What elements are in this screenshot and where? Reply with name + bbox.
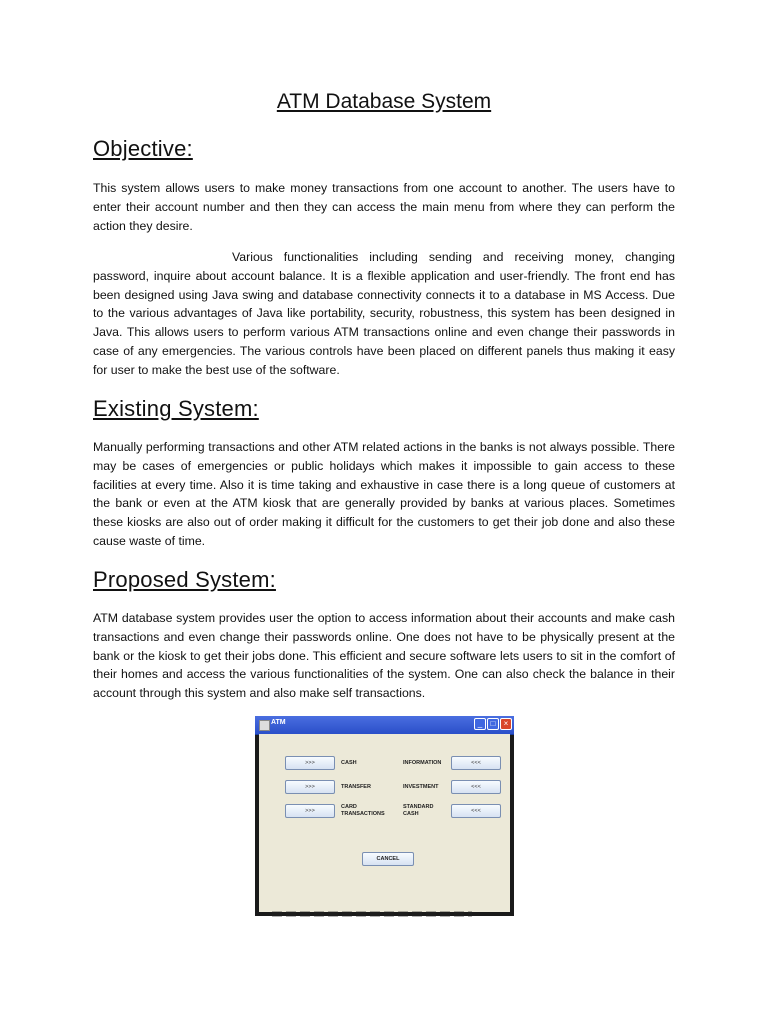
- document-title: ATM Database System: [276, 90, 492, 113]
- cash-button[interactable]: >>>: [285, 756, 335, 770]
- cutoff-text-fragment: [272, 911, 472, 917]
- objective-paragraph-2: Various functionalities including sending and receiving money, changing password, inquire about account balance. It is a flexible application and user-friendly. The front end has been designed using Java swing and database connectivity connects it to a database in MS Access. Due to the various advantages of Java like portability, security, robustness, this system has been designed in Java. This allows users to perform various ATM transactions online and even change their passwords in case of any emergencies. The various controls have been placed on different panels thus making it easy for user to make the best use of the software.: [93, 250, 675, 377]
- existing-system-paragraph: Manually performing transactions and other ATM related actions in the banks is not always possible. There may be cases of emergencies or public holidays which makes it impossible to gain access to these facilities at every time. Also it is time taking and exhaustive in case there is a long queue of customers at the bank or even at the ATM kiosk that are generally provided by banks at various places. Sometimes these kiosks are also out of order making it difficult for the customers to get their job done and also these cause waste of time.: [93, 440, 675, 548]
- standard-cash-label: STANDARD CASH: [403, 804, 434, 817]
- information-button[interactable]: <<<: [451, 756, 501, 770]
- java-app-icon: [259, 720, 270, 731]
- standard-cash-button[interactable]: <<<: [451, 804, 501, 818]
- card-transactions-label: CARD TRANSACTIONS: [341, 804, 385, 817]
- transfer-button[interactable]: >>>: [285, 780, 335, 794]
- atm-window-screenshot: [255, 716, 514, 916]
- information-label: INFORMATION: [403, 760, 442, 766]
- minimize-icon[interactable]: _: [474, 718, 486, 730]
- atm-window-title: ATM: [271, 719, 286, 726]
- objective-paragraph-1: This system allows users to make money transactions from one account to another. The users have to enter their account number and then they can access the main menu from where they can perform the action they desire.: [93, 181, 675, 233]
- existing-system-heading: Existing System:: [93, 396, 259, 421]
- proposed-system-heading: Proposed System:: [93, 567, 276, 592]
- cash-label: CASH: [341, 760, 357, 766]
- atm-client-area: [259, 734, 510, 912]
- cancel-button[interactable]: CANCEL: [362, 852, 414, 866]
- card-transactions-button[interactable]: >>>: [285, 804, 335, 818]
- investment-button[interactable]: <<<: [451, 780, 501, 794]
- investment-label: INVESTMENT: [403, 784, 439, 790]
- atm-titlebar: [255, 716, 514, 735]
- transfer-label: TRANSFER: [341, 784, 371, 790]
- maximize-icon[interactable]: □: [487, 718, 499, 730]
- proposed-system-paragraph: ATM database system provides user the option to access information about their accounts and make cash transactions and even change their passwords online. One does not have to be physically present at the bank or the kiosk to get their jobs done. This efficient and secure software lets users to sit in the comfort of their homes and access the various functionalities of the system. One can also check the balance in their account through this system and also make self transactions.: [93, 611, 675, 701]
- close-icon[interactable]: ×: [500, 718, 512, 730]
- objective-heading: Objective:: [93, 136, 193, 161]
